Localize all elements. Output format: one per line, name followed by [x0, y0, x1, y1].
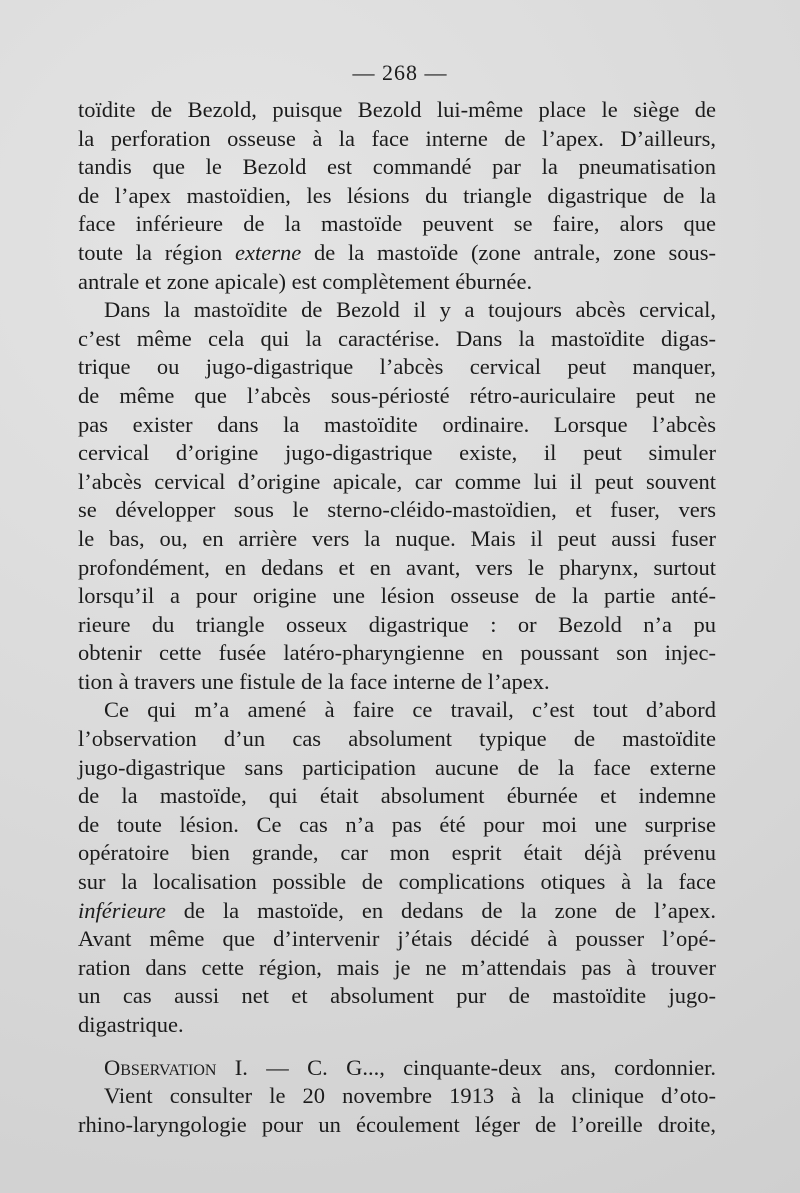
observation-intro: — C. G..., cinquante-deux ans, cordonnier.: [247, 1054, 716, 1080]
text-line: cervical d’origine jugo-digastrique existe, il peut simuler: [78, 440, 716, 466]
text-line: la perforation osseuse à la face interne de l’apex. D’ailleurs,: [78, 125, 716, 151]
text-line: pas exister dans la mastoïdite ordinaire. Lorsque l’abcès: [78, 411, 716, 437]
text-line: toïdite de Bezold, puisque Bezold lui-même place le siège de: [78, 97, 716, 122]
text-segment: toute la région: [78, 239, 235, 265]
text-line: de toute lésion. Ce cas n’a pas été pour moi une surprise: [78, 811, 716, 837]
text-line: le bas, ou, en arrière vers la nuque. Mais il peut aussi fuser: [78, 525, 716, 551]
text-line: c’est même cela qui la caractérise. Dans la mastoïdite digas-: [78, 325, 716, 351]
text-line: l’observation d’un cas absolument typique de mastoïdite: [78, 726, 716, 752]
paragraph-2: [78, 296, 716, 696]
italic-word: inférieure: [78, 897, 166, 923]
text-line: antrale et zone apicale) est complètement éburnée.: [78, 268, 533, 294]
text-line: obtenir cette fusée latéro-pharyngienne en poussant son injec-: [78, 640, 716, 666]
italic-word: externe: [234, 239, 302, 265]
text-line: de la mastoïde, qui était absolument éburnée et indemne: [78, 783, 716, 809]
text-line: sur la localisation possible de complications otiques à la face: [78, 869, 716, 895]
text-line: ration dans cette région, mais je ne m’attendais pas à trouver: [78, 954, 716, 980]
text-line: Avant même que d’intervenir j’étais décidé à pousser l’opé-: [78, 926, 716, 952]
text-line: Dans la mastoïdite de Bezold il y a toujours abcès cervical,: [104, 297, 716, 323]
text-line: face inférieure de la mastoïde peuvent se faire, alors que: [78, 211, 716, 237]
section-gap: [78, 1040, 716, 1054]
text-line: l’abcès cervical d’origine apicale, car comme lui il peut souvent: [78, 468, 716, 494]
text-line: lorsqu’il a pour origine une lésion osseuse de la partie anté-: [78, 583, 716, 609]
text-line: [78, 897, 716, 926]
paragraph-3: [78, 696, 716, 1039]
paragraph-1: [78, 96, 716, 296]
text-line: opératoire bien grande, car mon esprit était déjà prévenu: [78, 840, 716, 866]
observation-heading: Observation I.: [104, 1054, 248, 1080]
text-line: rhino-laryngologie pour un écoulement léger de l’oreille droite,: [78, 1111, 716, 1137]
text-line: profondément, en dedans et en avant, vers le pharynx, surtout: [78, 554, 716, 580]
text-line: un cas aussi net et absolument pur de mastoïdite jugo-: [78, 983, 716, 1009]
text-line: se développer sous le sterno-cléido-mastoïdien, et fuser, vers: [78, 497, 716, 523]
text-line: [78, 239, 716, 268]
page-number: — 268 —: [352, 60, 448, 85]
observation-block: [78, 1054, 716, 1140]
text-line: trique ou jugo-digastrique l’abcès cervical peut manquer,: [78, 354, 716, 380]
text-line: [78, 1054, 716, 1083]
text-segment: de la mastoïde (zone antrale, zone sous-: [301, 239, 716, 265]
text-line: rieure du triangle osseux digastrique : or Bezold n’a pu: [78, 611, 716, 637]
text-line: Vient consulter le 20 novembre 1913 à la clinique d’oto-: [104, 1083, 716, 1109]
text-body: [78, 96, 716, 1139]
text-line: de même que l’abcès sous-périosté rétro-auriculaire peut ne: [78, 382, 716, 408]
text-segment: de la mastoïde, en dedans de la zone de l’apex.: [165, 897, 716, 923]
text-line: jugo-digastrique sans participation aucune de la face externe: [78, 754, 716, 780]
text-line: tion à travers une fistule de la face interne de l’apex.: [78, 668, 550, 694]
text-line: Ce qui m’a amené à faire ce travail, c’est tout d’abord: [104, 697, 716, 723]
text-line: tandis que le Bezold est commandé par la pneumatisation: [78, 154, 716, 180]
text-line: de l’apex mastoïdien, les lésions du triangle digastrique de la: [78, 182, 716, 208]
text-line: digastrique.: [78, 1012, 184, 1037]
